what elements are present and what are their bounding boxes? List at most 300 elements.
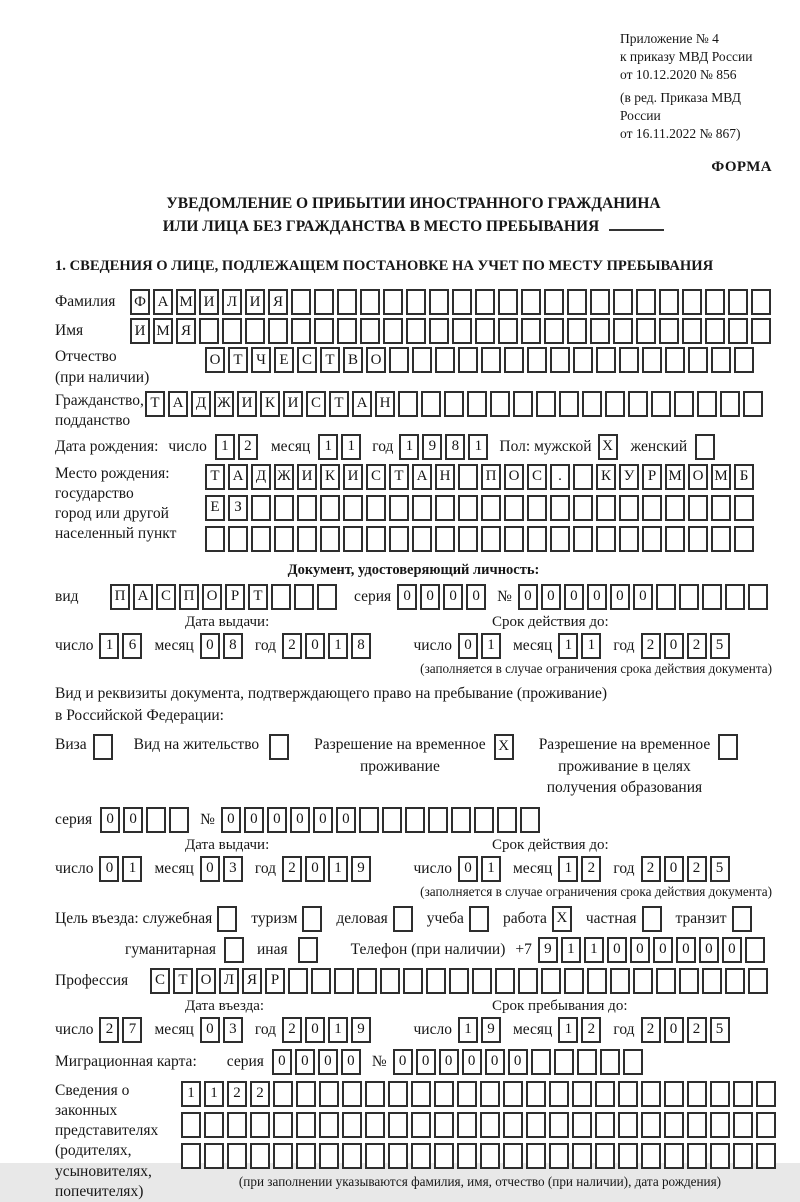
profession-cell[interactable] xyxy=(587,968,607,994)
permit-series-cell[interactable] xyxy=(146,807,166,833)
profession-cell[interactable] xyxy=(495,968,515,994)
birth-month-cell[interactable]: 1 xyxy=(341,434,361,460)
surname-cell[interactable] xyxy=(291,289,311,315)
birth-place-cell[interactable] xyxy=(297,526,317,552)
surname-cell[interactable]: М xyxy=(176,289,196,315)
citizenship-cell[interactable] xyxy=(536,391,556,417)
doc-kind-cell[interactable]: Р xyxy=(225,584,245,610)
birth-place-cell[interactable]: З xyxy=(228,495,248,521)
surname-cell[interactable] xyxy=(383,289,403,315)
stay-year-cell[interactable]: 2 xyxy=(641,1017,661,1043)
legal-cell[interactable] xyxy=(480,1143,500,1169)
legal-cell[interactable] xyxy=(572,1143,592,1169)
birth-place-cell[interactable] xyxy=(481,526,501,552)
business-checkbox-cell[interactable] xyxy=(393,906,413,932)
profession-cell[interactable] xyxy=(311,968,331,994)
name-cell[interactable] xyxy=(268,318,288,344)
surname-cell[interactable] xyxy=(544,289,564,315)
permit-issue-year-cell[interactable]: 1 xyxy=(328,856,348,882)
stay-month-cell[interactable]: 1 xyxy=(558,1017,578,1043)
legal-cell[interactable] xyxy=(365,1112,385,1138)
name-cell[interactable] xyxy=(383,318,403,344)
legal-cell[interactable] xyxy=(572,1081,592,1107)
name-cell[interactable] xyxy=(590,318,610,344)
citizenship-cell[interactable] xyxy=(720,391,740,417)
name-cell[interactable] xyxy=(429,318,449,344)
phone-digit-cell[interactable]: 9 xyxy=(538,937,558,963)
patronymic-cell[interactable] xyxy=(481,347,501,373)
legal-cell[interactable] xyxy=(526,1112,546,1138)
legal-cell[interactable] xyxy=(365,1081,385,1107)
legal-cell[interactable] xyxy=(503,1143,523,1169)
legal-cell[interactable] xyxy=(273,1143,293,1169)
migration-series-cell[interactable]: 0 xyxy=(341,1049,361,1075)
phone-digit-cell[interactable]: 0 xyxy=(699,937,719,963)
legal-cell[interactable] xyxy=(457,1143,477,1169)
birth-place-cell[interactable] xyxy=(320,495,340,521)
stay-year-cell[interactable]: 0 xyxy=(664,1017,684,1043)
birth-place-cell[interactable] xyxy=(527,495,547,521)
doc-issue-day-cell[interactable]: 6 xyxy=(122,633,142,659)
profession-cell[interactable]: С xyxy=(150,968,170,994)
doc-kind-cell[interactable]: А xyxy=(133,584,153,610)
permit-number-cell[interactable]: 0 xyxy=(336,807,356,833)
entry-year-cell[interactable]: 0 xyxy=(305,1017,325,1043)
name-cell[interactable] xyxy=(636,318,656,344)
citizenship-cell[interactable]: С xyxy=(306,391,326,417)
profession-cell[interactable] xyxy=(656,968,676,994)
name-cell[interactable] xyxy=(682,318,702,344)
legal-cell[interactable] xyxy=(595,1143,615,1169)
profession-cell[interactable] xyxy=(679,968,699,994)
permit-series-cell[interactable]: 0 xyxy=(100,807,120,833)
surname-cell[interactable] xyxy=(406,289,426,315)
birth-place-cell[interactable] xyxy=(688,526,708,552)
birth-place-cell[interactable] xyxy=(596,526,616,552)
legal-cell[interactable] xyxy=(250,1112,270,1138)
edu-permit-checkbox-cell[interactable] xyxy=(718,734,738,760)
name-cell[interactable] xyxy=(475,318,495,344)
legal-cell[interactable] xyxy=(549,1112,569,1138)
legal-cell[interactable] xyxy=(641,1081,661,1107)
birth-day-cell[interactable]: 2 xyxy=(238,434,258,460)
name-cell[interactable] xyxy=(337,318,357,344)
surname-cell[interactable]: Ф xyxy=(130,289,150,315)
legal-cell[interactable] xyxy=(572,1112,592,1138)
legal-cell[interactable] xyxy=(181,1112,201,1138)
doc-number-cell[interactable] xyxy=(725,584,745,610)
surname-cell[interactable]: Я xyxy=(268,289,288,315)
permit-number-cell[interactable]: 0 xyxy=(244,807,264,833)
surname-cell[interactable] xyxy=(590,289,610,315)
legal-cell[interactable] xyxy=(641,1112,661,1138)
doc-number-cell[interactable]: 0 xyxy=(610,584,630,610)
legal-cell[interactable] xyxy=(204,1112,224,1138)
legal-cell[interactable] xyxy=(388,1143,408,1169)
sex-female-checkbox-cell[interactable] xyxy=(695,434,715,460)
permit-issue-month-cell[interactable]: 3 xyxy=(223,856,243,882)
birth-place-cell[interactable] xyxy=(458,464,478,490)
doc-kind-cell[interactable]: О xyxy=(202,584,222,610)
phone-digit-cell[interactable] xyxy=(745,937,765,963)
permit-series-cell[interactable]: 0 xyxy=(123,807,143,833)
doc-series-cell[interactable]: 0 xyxy=(466,584,486,610)
permit-number-cell[interactable] xyxy=(382,807,402,833)
work-checkbox-cell[interactable]: X xyxy=(552,906,572,932)
entry-year-cell[interactable]: 9 xyxy=(351,1017,371,1043)
migration-number-cell[interactable]: 0 xyxy=(393,1049,413,1075)
doc-valid-year-cell[interactable]: 0 xyxy=(664,633,684,659)
surname-cell[interactable] xyxy=(521,289,541,315)
legal-cell[interactable] xyxy=(710,1143,730,1169)
permit-valid-day-cell[interactable]: 0 xyxy=(458,856,478,882)
permit-issue-day-cell[interactable]: 1 xyxy=(122,856,142,882)
birth-place-cell[interactable] xyxy=(274,495,294,521)
doc-number-cell[interactable] xyxy=(656,584,676,610)
legal-cell[interactable] xyxy=(434,1112,454,1138)
legal-cell[interactable] xyxy=(710,1081,730,1107)
migration-number-cell[interactable]: 0 xyxy=(462,1049,482,1075)
birth-month-cell[interactable]: 1 xyxy=(318,434,338,460)
birth-place-cell[interactable]: П xyxy=(481,464,501,490)
migration-series-cell[interactable]: 0 xyxy=(272,1049,292,1075)
name-cell[interactable] xyxy=(314,318,334,344)
birth-place-cell[interactable] xyxy=(205,526,225,552)
birth-place-cell[interactable] xyxy=(504,526,524,552)
name-cell[interactable] xyxy=(360,318,380,344)
birth-place-cell[interactable]: Ж xyxy=(274,464,294,490)
birth-place-cell[interactable]: Д xyxy=(251,464,271,490)
citizenship-cell[interactable] xyxy=(651,391,671,417)
permit-number-cell[interactable] xyxy=(451,807,471,833)
surname-cell[interactable] xyxy=(659,289,679,315)
transit-checkbox-cell[interactable] xyxy=(732,906,752,932)
birth-place-cell[interactable] xyxy=(527,526,547,552)
legal-cell[interactable] xyxy=(250,1143,270,1169)
name-cell[interactable] xyxy=(291,318,311,344)
birth-place-cell[interactable]: . xyxy=(550,464,570,490)
doc-issue-day-cell[interactable]: 1 xyxy=(99,633,119,659)
citizenship-cell[interactable] xyxy=(582,391,602,417)
birth-place-cell[interactable]: Н xyxy=(435,464,455,490)
citizenship-cell[interactable] xyxy=(628,391,648,417)
legal-cell[interactable] xyxy=(296,1143,316,1169)
citizenship-cell[interactable]: Н xyxy=(375,391,395,417)
permit-number-cell[interactable]: 0 xyxy=(267,807,287,833)
permit-number-cell[interactable]: 0 xyxy=(313,807,333,833)
permit-valid-month-cell[interactable]: 2 xyxy=(581,856,601,882)
birth-place-cell[interactable] xyxy=(504,495,524,521)
legal-cell[interactable] xyxy=(227,1112,247,1138)
profession-cell[interactable] xyxy=(426,968,446,994)
name-cell[interactable]: М xyxy=(153,318,173,344)
birth-place-cell[interactable] xyxy=(435,495,455,521)
name-cell[interactable] xyxy=(705,318,725,344)
permit-number-cell[interactable] xyxy=(428,807,448,833)
visa-checkbox-cell[interactable] xyxy=(93,734,113,760)
doc-kind-cell[interactable]: П xyxy=(179,584,199,610)
patronymic-cell[interactable] xyxy=(435,347,455,373)
patronymic-cell[interactable] xyxy=(412,347,432,373)
legal-cell[interactable] xyxy=(618,1112,638,1138)
birth-place-cell[interactable] xyxy=(573,495,593,521)
birth-place-cell[interactable]: А xyxy=(412,464,432,490)
birth-place-cell[interactable] xyxy=(573,464,593,490)
patronymic-cell[interactable]: С xyxy=(297,347,317,373)
doc-number-cell[interactable]: 0 xyxy=(564,584,584,610)
citizenship-cell[interactable] xyxy=(421,391,441,417)
migration-number-cell[interactable]: 0 xyxy=(508,1049,528,1075)
doc-kind-cell[interactable] xyxy=(317,584,337,610)
phone-digit-cell[interactable]: 0 xyxy=(653,937,673,963)
other-purpose-checkbox-cell[interactable] xyxy=(298,937,318,963)
legal-cell[interactable]: 1 xyxy=(181,1081,201,1107)
birth-place-cell[interactable]: Б xyxy=(734,464,754,490)
legal-cell[interactable] xyxy=(411,1143,431,1169)
permit-issue-year-cell[interactable]: 2 xyxy=(282,856,302,882)
birth-place-cell[interactable] xyxy=(389,526,409,552)
birth-place-cell[interactable]: Т xyxy=(389,464,409,490)
permit-valid-year-cell[interactable]: 2 xyxy=(641,856,661,882)
permit-valid-year-cell[interactable]: 5 xyxy=(710,856,730,882)
birth-place-cell[interactable] xyxy=(550,495,570,521)
profession-cell[interactable] xyxy=(702,968,722,994)
profession-cell[interactable]: Р xyxy=(265,968,285,994)
doc-number-cell[interactable]: 0 xyxy=(518,584,538,610)
birth-place-cell[interactable] xyxy=(435,526,455,552)
patronymic-cell[interactable] xyxy=(642,347,662,373)
citizenship-cell[interactable] xyxy=(743,391,763,417)
profession-cell[interactable] xyxy=(541,968,561,994)
citizenship-cell[interactable] xyxy=(559,391,579,417)
permit-series-cell[interactable] xyxy=(169,807,189,833)
citizenship-cell[interactable] xyxy=(490,391,510,417)
birth-place-cell[interactable] xyxy=(389,495,409,521)
legal-cell[interactable] xyxy=(342,1112,362,1138)
birth-place-cell[interactable] xyxy=(343,526,363,552)
migration-number-cell[interactable]: 0 xyxy=(416,1049,436,1075)
patronymic-cell[interactable]: О xyxy=(366,347,386,373)
surname-cell[interactable] xyxy=(498,289,518,315)
profession-cell[interactable]: Л xyxy=(219,968,239,994)
citizenship-cell[interactable]: Д xyxy=(191,391,211,417)
birth-year-cell[interactable]: 8 xyxy=(445,434,465,460)
legal-cell[interactable] xyxy=(664,1112,684,1138)
patronymic-cell[interactable] xyxy=(458,347,478,373)
profession-cell[interactable] xyxy=(748,968,768,994)
name-cell[interactable] xyxy=(222,318,242,344)
legal-cell[interactable] xyxy=(687,1081,707,1107)
legal-cell[interactable] xyxy=(641,1143,661,1169)
legal-cell[interactable] xyxy=(457,1081,477,1107)
birth-place-cell[interactable]: К xyxy=(596,464,616,490)
entry-day-cell[interactable]: 2 xyxy=(99,1017,119,1043)
birth-place-cell[interactable] xyxy=(343,495,363,521)
doc-issue-year-cell[interactable]: 2 xyxy=(282,633,302,659)
birth-place-cell[interactable] xyxy=(711,495,731,521)
patronymic-cell[interactable] xyxy=(596,347,616,373)
phone-digit-cell[interactable]: 1 xyxy=(584,937,604,963)
patronymic-cell[interactable] xyxy=(573,347,593,373)
doc-number-cell[interactable] xyxy=(679,584,699,610)
patronymic-cell[interactable]: Е xyxy=(274,347,294,373)
patronymic-cell[interactable] xyxy=(550,347,570,373)
surname-cell[interactable]: А xyxy=(153,289,173,315)
legal-cell[interactable] xyxy=(687,1143,707,1169)
citizenship-cell[interactable] xyxy=(513,391,533,417)
legal-cell[interactable] xyxy=(664,1143,684,1169)
birth-place-cell[interactable] xyxy=(274,526,294,552)
citizenship-cell[interactable]: А xyxy=(352,391,372,417)
migration-series-cell[interactable]: 0 xyxy=(318,1049,338,1075)
legal-cell[interactable] xyxy=(733,1112,753,1138)
humanitarian-checkbox-cell[interactable] xyxy=(224,937,244,963)
legal-cell[interactable] xyxy=(319,1143,339,1169)
profession-cell[interactable] xyxy=(380,968,400,994)
legal-cell[interactable] xyxy=(595,1081,615,1107)
birth-place-cell[interactable] xyxy=(550,526,570,552)
official-checkbox-cell[interactable] xyxy=(217,906,237,932)
legal-cell[interactable] xyxy=(710,1112,730,1138)
migration-number-cell[interactable] xyxy=(554,1049,574,1075)
legal-cell[interactable] xyxy=(503,1081,523,1107)
surname-cell[interactable] xyxy=(314,289,334,315)
birth-place-cell[interactable] xyxy=(366,495,386,521)
legal-cell[interactable] xyxy=(434,1081,454,1107)
birth-place-cell[interactable] xyxy=(458,526,478,552)
doc-series-cell[interactable]: 0 xyxy=(420,584,440,610)
stay-year-cell[interactable]: 5 xyxy=(710,1017,730,1043)
profession-cell[interactable] xyxy=(725,968,745,994)
profession-cell[interactable] xyxy=(334,968,354,994)
birth-place-cell[interactable]: К xyxy=(320,464,340,490)
citizenship-cell[interactable] xyxy=(444,391,464,417)
doc-series-cell[interactable]: 0 xyxy=(397,584,417,610)
patronymic-cell[interactable] xyxy=(711,347,731,373)
surname-cell[interactable] xyxy=(705,289,725,315)
birth-place-cell[interactable] xyxy=(665,495,685,521)
migration-number-cell[interactable] xyxy=(577,1049,597,1075)
permit-number-cell[interactable] xyxy=(520,807,540,833)
surname-cell[interactable]: И xyxy=(245,289,265,315)
legal-cell[interactable] xyxy=(756,1112,776,1138)
name-cell[interactable]: И xyxy=(130,318,150,344)
citizenship-cell[interactable]: Т xyxy=(145,391,165,417)
birth-place-cell[interactable] xyxy=(251,526,271,552)
entry-day-cell[interactable]: 7 xyxy=(122,1017,142,1043)
permit-number-cell[interactable]: 0 xyxy=(290,807,310,833)
birth-place-cell[interactable]: М xyxy=(711,464,731,490)
doc-number-cell[interactable]: 0 xyxy=(587,584,607,610)
birth-year-cell[interactable]: 9 xyxy=(422,434,442,460)
name-cell[interactable] xyxy=(613,318,633,344)
migration-number-cell[interactable]: 0 xyxy=(485,1049,505,1075)
profession-cell[interactable] xyxy=(518,968,538,994)
citizenship-cell[interactable] xyxy=(605,391,625,417)
patronymic-cell[interactable]: Т xyxy=(320,347,340,373)
stay-month-cell[interactable]: 2 xyxy=(581,1017,601,1043)
surname-cell[interactable] xyxy=(567,289,587,315)
doc-issue-year-cell[interactable]: 8 xyxy=(351,633,371,659)
legal-cell[interactable] xyxy=(549,1081,569,1107)
phone-digit-cell[interactable]: 0 xyxy=(630,937,650,963)
citizenship-cell[interactable]: К xyxy=(260,391,280,417)
doc-valid-month-cell[interactable]: 1 xyxy=(558,633,578,659)
birth-place-cell[interactable] xyxy=(596,495,616,521)
name-cell[interactable] xyxy=(567,318,587,344)
surname-cell[interactable] xyxy=(636,289,656,315)
name-cell[interactable] xyxy=(199,318,219,344)
surname-cell[interactable] xyxy=(429,289,449,315)
legal-cell[interactable] xyxy=(342,1143,362,1169)
name-cell[interactable] xyxy=(452,318,472,344)
patronymic-cell[interactable]: О xyxy=(205,347,225,373)
profession-cell[interactable] xyxy=(357,968,377,994)
doc-number-cell[interactable] xyxy=(748,584,768,610)
name-cell[interactable] xyxy=(659,318,679,344)
name-cell[interactable]: Я xyxy=(176,318,196,344)
birth-place-cell[interactable] xyxy=(458,495,478,521)
birth-place-cell[interactable] xyxy=(228,526,248,552)
legal-cell[interactable] xyxy=(457,1112,477,1138)
surname-cell[interactable] xyxy=(613,289,633,315)
legal-cell[interactable] xyxy=(618,1081,638,1107)
tourism-checkbox-cell[interactable] xyxy=(302,906,322,932)
residence-permit-checkbox-cell[interactable] xyxy=(269,734,289,760)
phone-digit-cell[interactable]: 1 xyxy=(561,937,581,963)
birth-place-cell[interactable]: С xyxy=(366,464,386,490)
legal-cell[interactable] xyxy=(526,1143,546,1169)
permit-number-cell[interactable] xyxy=(359,807,379,833)
profession-cell[interactable] xyxy=(472,968,492,994)
doc-valid-year-cell[interactable]: 2 xyxy=(641,633,661,659)
birth-place-cell[interactable]: У xyxy=(619,464,639,490)
doc-valid-year-cell[interactable]: 2 xyxy=(687,633,707,659)
legal-cell[interactable] xyxy=(756,1143,776,1169)
surname-cell[interactable] xyxy=(360,289,380,315)
stay-year-cell[interactable]: 2 xyxy=(687,1017,707,1043)
legal-cell[interactable] xyxy=(434,1143,454,1169)
doc-number-cell[interactable]: 0 xyxy=(541,584,561,610)
permit-number-cell[interactable] xyxy=(474,807,494,833)
birth-place-cell[interactable] xyxy=(665,526,685,552)
phone-digit-cell[interactable]: 0 xyxy=(722,937,742,963)
legal-cell[interactable] xyxy=(526,1081,546,1107)
sex-male-checkbox-cell[interactable]: X xyxy=(598,434,618,460)
doc-kind-cell[interactable]: Т xyxy=(248,584,268,610)
profession-cell[interactable] xyxy=(288,968,308,994)
study-checkbox-cell[interactable] xyxy=(469,906,489,932)
legal-cell[interactable] xyxy=(733,1081,753,1107)
birth-place-cell[interactable] xyxy=(688,495,708,521)
permit-issue-month-cell[interactable]: 0 xyxy=(200,856,220,882)
permit-number-cell[interactable] xyxy=(405,807,425,833)
birth-place-cell[interactable] xyxy=(297,495,317,521)
entry-month-cell[interactable]: 0 xyxy=(200,1017,220,1043)
citizenship-cell[interactable]: Ж xyxy=(214,391,234,417)
legal-cell[interactable] xyxy=(227,1143,247,1169)
birth-place-cell[interactable]: С xyxy=(527,464,547,490)
legal-cell[interactable] xyxy=(296,1081,316,1107)
surname-cell[interactable] xyxy=(337,289,357,315)
legal-cell[interactable] xyxy=(204,1143,224,1169)
doc-valid-day-cell[interactable]: 1 xyxy=(481,633,501,659)
doc-issue-month-cell[interactable]: 8 xyxy=(223,633,243,659)
legal-cell[interactable]: 1 xyxy=(204,1081,224,1107)
legal-cell[interactable] xyxy=(618,1143,638,1169)
legal-cell[interactable] xyxy=(388,1081,408,1107)
doc-valid-year-cell[interactable]: 5 xyxy=(710,633,730,659)
